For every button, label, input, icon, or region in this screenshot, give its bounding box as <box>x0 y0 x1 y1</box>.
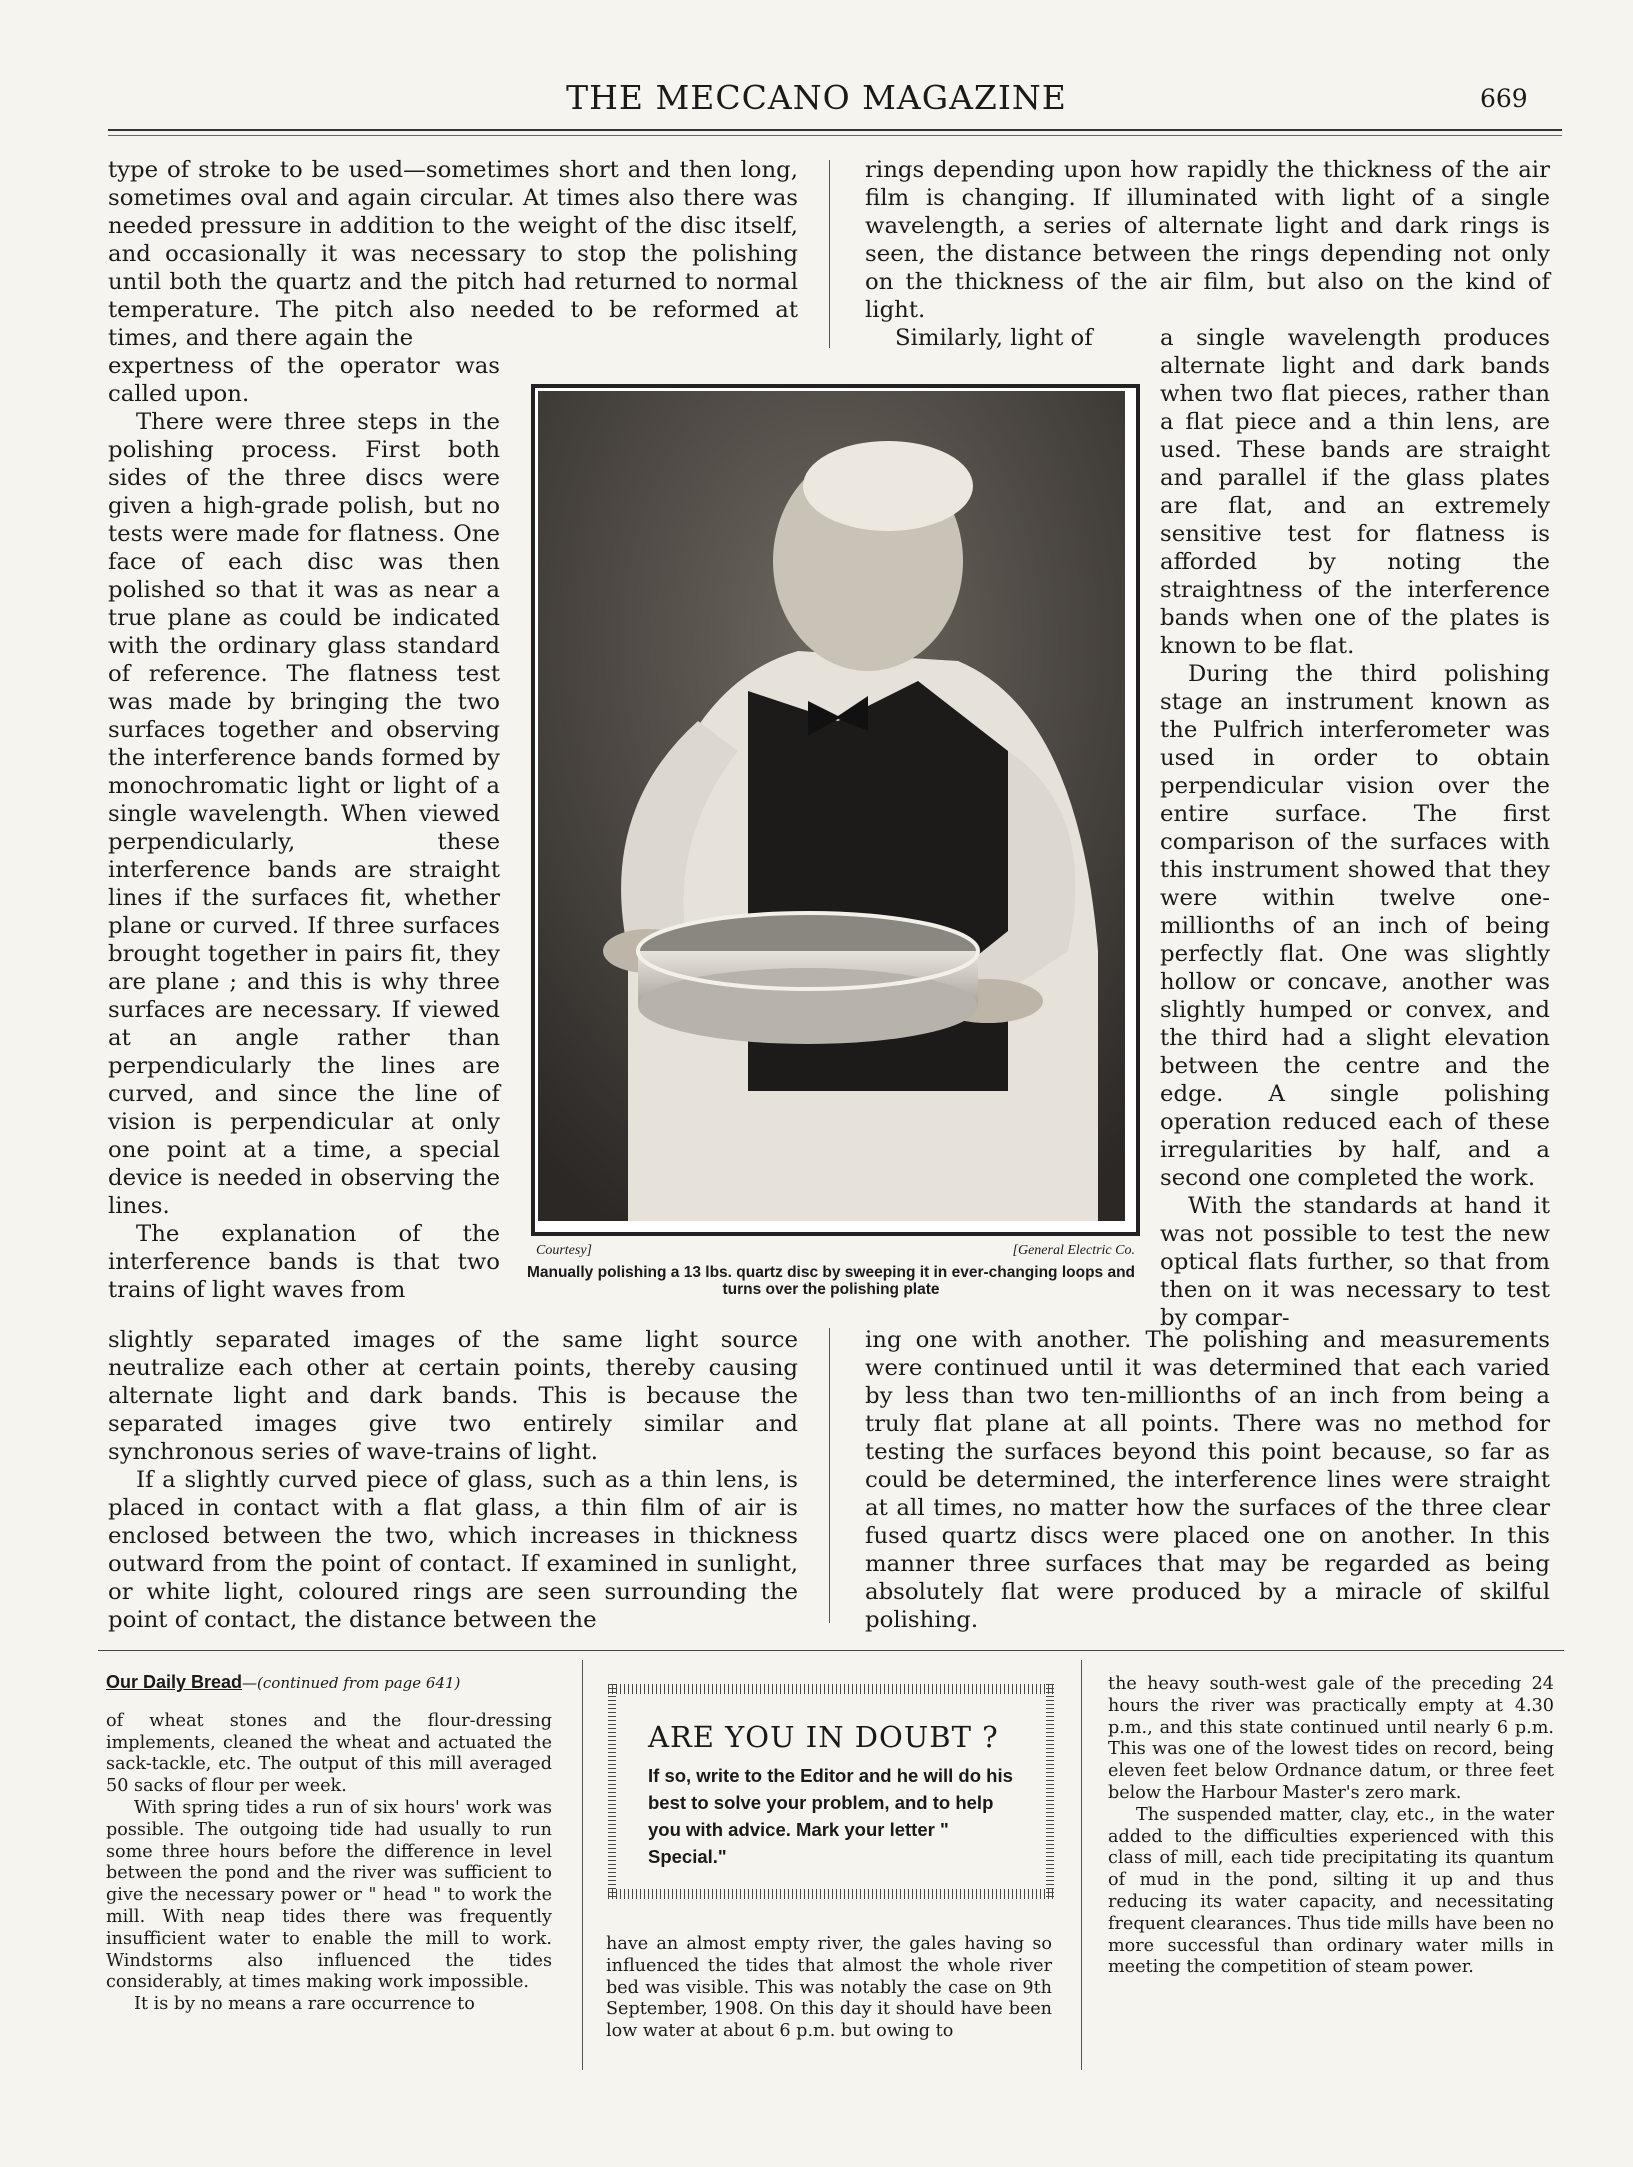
paragraph: With spring tides a run of six hours' work was possible. The outgoing tide had usually to run some three hours before the difference in level between the pond and the river was sufficient to give the necessary power or " head " to work the mill. With neap tides there was frequently insufficient water to enable the mill to work. Windstorms also influenced the tides considerably, at times making work impossible. <box>106 1797 552 1993</box>
photo-illustration <box>538 391 1125 1221</box>
paragraph: a single wavelength produces alternate light and dark bands when two flat pieces, rather than a flat piece and a thin lens, are used. These bands are straight and parallel if the glass plates are flat, and an extremely sensitive test for flatness is afforded by noting the straightness of the interference bands when one of the plates is known to be flat. <box>1160 325 1550 659</box>
right-column-bottom <box>865 1326 1550 1634</box>
daily-bread-column-1 <box>106 1672 552 2016</box>
column-divider <box>582 1660 583 2070</box>
paragraph: It is by no means a rare occurrence to <box>134 1994 475 2015</box>
daily-bread-heading: Our Daily Bread <box>106 1672 243 1692</box>
paragraph: of wheat stones and the flour-dressing implements, cleaned the wheat and actuated the sack-tackle, etc. The output of this mill averaged 50 sacks of flour per week. <box>106 1710 552 1797</box>
column-divider <box>829 160 830 348</box>
daily-bread-column-3 <box>1108 1674 1554 1979</box>
paragraph: type of stroke to be used—sometimes short and then long, sometimes oval and again circular. At times also there was needed pressure in addition to the weight of the disc itself, and occasionally it was necessary to stop the polishing until both the quartz and the pitch had returned to normal temperature. The pitch also needed to be reformed at times, and there again the <box>108 157 798 351</box>
paragraph: rings depending upon how rapidly the thickness of the air film is changing. If illuminated with light of a single wavelength, a series of alternate light and dark rings is seen, the distance between the rings depending not only on the thickness of the air film, but also on the kind of light. <box>865 157 1550 323</box>
right-column-narrow <box>1160 324 1550 1332</box>
left-column-bottom <box>108 1326 798 1634</box>
paragraph: the heavy south-west gale of the preceding 24 hours the river was practically empty at 4.30 p.m., and this state continued until nearly 6 p.m. This was one of the lowest tides on record, being eleven feet below Ordnance datum, or three feet below the Harbour Master's zero mark. <box>1108 1674 1554 1803</box>
column-divider <box>1081 1660 1082 2070</box>
box-border-bottom <box>608 1889 1054 1899</box>
paragraph: During the third polishing stage an instrument known as the Pulfrich interferometer was used in order to obtain perpendicular vision over the entire surface. The first comparison of the surfaces with this instrument showed that they were within twelve one-millionths of an inch of being perfectly flat. One was slightly hollow or concave, another was slightly humped or convex, and the third had a slight elevation between the centre and the edge. A single polishing operation reduced each of these irregularities by half, and a second one completed the work. <box>1160 661 1550 1191</box>
paragraph: slightly separated images of the same light source neutralize each other at certain points, thereby causing alternate light and dark bands. This is because the separated images give two entirely similar and synchronous series of wave-trains of light. <box>108 1327 798 1465</box>
box-border-right <box>1046 1684 1054 1899</box>
box-body: If so, write to the Editor and he will do his best to solve your problem, and to help you with advice. Mark your letter " Special." <box>648 1765 1013 1867</box>
paragraph-lead: Similarly, light of <box>895 325 1093 351</box>
daily-bread-column-2 <box>606 1934 1052 2043</box>
box-title: ARE YOU IN DOUBT ? <box>648 1720 999 1754</box>
paragraph: The explanation of the interference bands is that two trains of light waves from <box>108 1221 500 1303</box>
magazine-title: THE MECCANO MAGAZINE <box>566 78 1067 117</box>
left-column-narrow <box>108 352 500 1304</box>
daily-bread-heading-line <box>106 1672 552 1695</box>
photo-quartz-polishing <box>538 391 1125 1221</box>
paragraph: have an almost empty river, the gales having so influenced the tides that almost the whole river bed was visible. This was notably the case on 9th September, 1908. On this day it should have been low water at about 6 p.m. but owing to <box>606 1934 1052 2042</box>
paragraph: ing one with another. The polishing and measurements were continued until it was determined that each varied by less than two ten-millionths of an inch from being a truly flat plane at all points. There was no method for testing the surfaces beyond this point because, so far as could be determined, the interference lines were straight at all times, no matter how the surfaces of the three clear fused quartz discs were placed one on another. In this manner three surfaces that may be regarded as being absolutely flat were produced by a miracle of skilful polishing. <box>865 1327 1550 1633</box>
page-number: 669 <box>1480 84 1528 113</box>
continued-note: —(continued from page 641) <box>242 1674 461 1692</box>
header-rule-thin <box>108 135 1562 136</box>
right-lead-in <box>895 324 1135 352</box>
left-column-top <box>108 156 798 352</box>
box-border-left <box>608 1684 616 1899</box>
right-column-top <box>865 156 1550 324</box>
paragraph: With the standards at hand it was not possible to test the new optical flats further, so that from then on it was necessary to test by compar- <box>1160 1193 1550 1331</box>
header-rule <box>108 129 1562 131</box>
photo-caption: Manually polishing a 13 lbs. quartz disc by sweeping it in ever-changing loops and turns over the polishing plate <box>526 1264 1136 1298</box>
paragraph: The suspended matter, clay, etc., in the water added to the difficulties experienced with this class of mill, each tide precipitating its quantum of mud in the pond, silting it up and thus reducing its water capacity, and necessitating frequent clearances. Thus tide mills have been no more successful than ordinary water mills in meeting the competition of steam power. <box>1108 1804 1554 1978</box>
paragraph: If a slightly curved piece of glass, such as a thin lens, is placed in contact with a flat glass, a thin film of air is enclosed between the two, which increases in thickness outward from the point of contact. If examined in sunlight, or white light, coloured rings are seen surrounding the point of contact, the distance between the <box>108 1467 798 1633</box>
column-divider <box>829 1328 830 1623</box>
paragraph: There were three steps in the polishing process. First both sides of the three discs were given a high-grade polish, but no tests were made for flatness. One face of each disc was then polished so that it was as near a true plane as could be indicated with the ordinary glass standard of reference. The flatness test was made by bringing the two surfaces together and observing the interference bands formed by monochromatic light or light of a single wavelength. When viewed perpendicularly, these interference bands are straight lines if the surfaces fit, whether plane or curved. If three surfaces brought together in pairs fit, they are plane ; and this is why three surfaces are necessary. If viewed at an angle rather than perpendicularly the lines are curved, and since the line of vision is perpendicular at only one point at a time, a special device is needed in observing the lines. <box>108 409 500 1219</box>
photo-credit-left: Courtesy] <box>536 1243 592 1258</box>
section-divider <box>98 1650 1564 1651</box>
are-you-in-doubt-box <box>608 1684 1054 1899</box>
paragraph: expertness of the operator was called upon. <box>108 353 500 407</box>
photo-credit-right: [General Electric Co. <box>1012 1243 1135 1258</box>
box-border-top <box>608 1684 1054 1694</box>
